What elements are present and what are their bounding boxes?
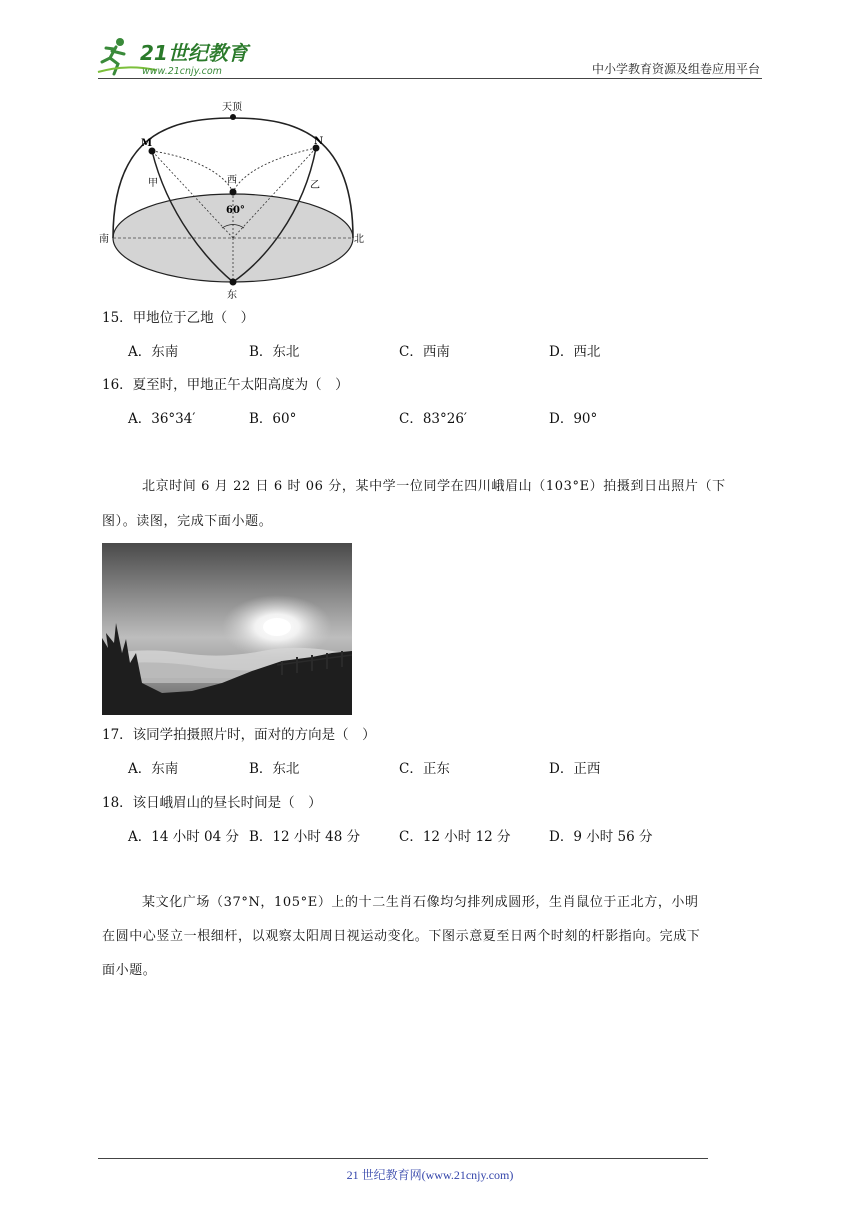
passage-3-line-3: 面小题。 xyxy=(102,963,157,978)
sunrise-photo xyxy=(102,543,352,715)
passage-2-line-2: 图）。读图，完成下面小题。 xyxy=(102,514,273,529)
q17-option-b[interactable]: B．东北 xyxy=(249,761,300,777)
question-16-stem: 16．夏至时，甲地正午太阳高度为（ ） xyxy=(102,377,349,393)
q17-option-d[interactable]: D．正西 xyxy=(549,761,601,777)
passage-3-line-2: 在圆中心竖立一根细杆，以观察太阳周日视运动变化。下图示意夏至日两个时刻的杆影指向。完成下 xyxy=(102,929,701,944)
east-point xyxy=(230,279,237,286)
q15-option-a[interactable]: A．东南 xyxy=(128,344,179,360)
label-yi: 乙 xyxy=(310,180,320,191)
q16-option-c[interactable]: C．83°26′ xyxy=(399,411,468,427)
label-m: M xyxy=(141,138,153,149)
label-jia: 甲 xyxy=(148,178,158,189)
q16-option-b[interactable]: B．60° xyxy=(249,411,297,427)
logo-title: 21世纪教育 xyxy=(140,41,248,65)
q15-option-c[interactable]: C．西南 xyxy=(399,344,450,360)
passage-3-line-1: 某文化广场（37°N，105°E）上的十二生肖石像均匀排列成圆形，生肖鼠位于正北方，小明 xyxy=(142,895,699,910)
q15-option-d[interactable]: D．西北 xyxy=(549,344,601,360)
question-15-stem: 15．甲地位于乙地（ ） xyxy=(102,310,255,326)
label-angle: 60° xyxy=(226,205,245,216)
q16-option-a[interactable]: A．36°34′ xyxy=(128,411,196,427)
q16-option-d[interactable]: D．90° xyxy=(549,411,598,427)
question-18-stem: 18．该日峨眉山的昼长时间是（ ） xyxy=(102,795,322,811)
logo-url: www.21cnjy.com xyxy=(142,66,222,77)
label-south: 南 xyxy=(99,234,109,245)
header-divider xyxy=(98,78,762,79)
platform-name: 中小学教育资源及组卷应用平台 xyxy=(591,62,760,76)
zenith-point xyxy=(230,114,236,120)
question-17-stem: 17．该同学拍摄照片时，面对的方向是（ ） xyxy=(102,727,376,743)
celestial-sphere-diagram xyxy=(98,96,388,306)
west-point xyxy=(230,189,237,196)
label-zenith: 天顶 xyxy=(222,102,242,113)
q18-option-b[interactable]: B．12 小时 48 分 xyxy=(249,829,361,845)
label-west: 西 xyxy=(227,175,237,186)
q17-option-a[interactable]: A．东南 xyxy=(128,761,179,777)
q17-option-c[interactable]: C．正东 xyxy=(399,761,450,777)
q18-option-c[interactable]: C．12 小时 12 分 xyxy=(399,829,511,845)
site-logo xyxy=(96,34,266,78)
label-n: N xyxy=(314,136,324,147)
q18-option-a[interactable]: A．14 小时 04 分 xyxy=(128,829,239,845)
arc-n-west xyxy=(233,148,316,192)
q18-option-d[interactable]: D．9 小时 56 分 xyxy=(549,829,653,845)
label-north: 北 xyxy=(354,234,364,245)
footer-divider xyxy=(98,1158,708,1159)
q15-option-b[interactable]: B．东北 xyxy=(249,344,300,360)
label-east: 东 xyxy=(227,290,237,301)
passage-2-line-1: 北京时间 6 月 22 日 6 时 06 分，某中学一位同学在四川峨眉山（103°E）拍摄到日出照片（下 xyxy=(142,479,726,494)
footer-link[interactable]: 21 世纪教育网(www.21cnjy.com) xyxy=(346,1168,514,1182)
